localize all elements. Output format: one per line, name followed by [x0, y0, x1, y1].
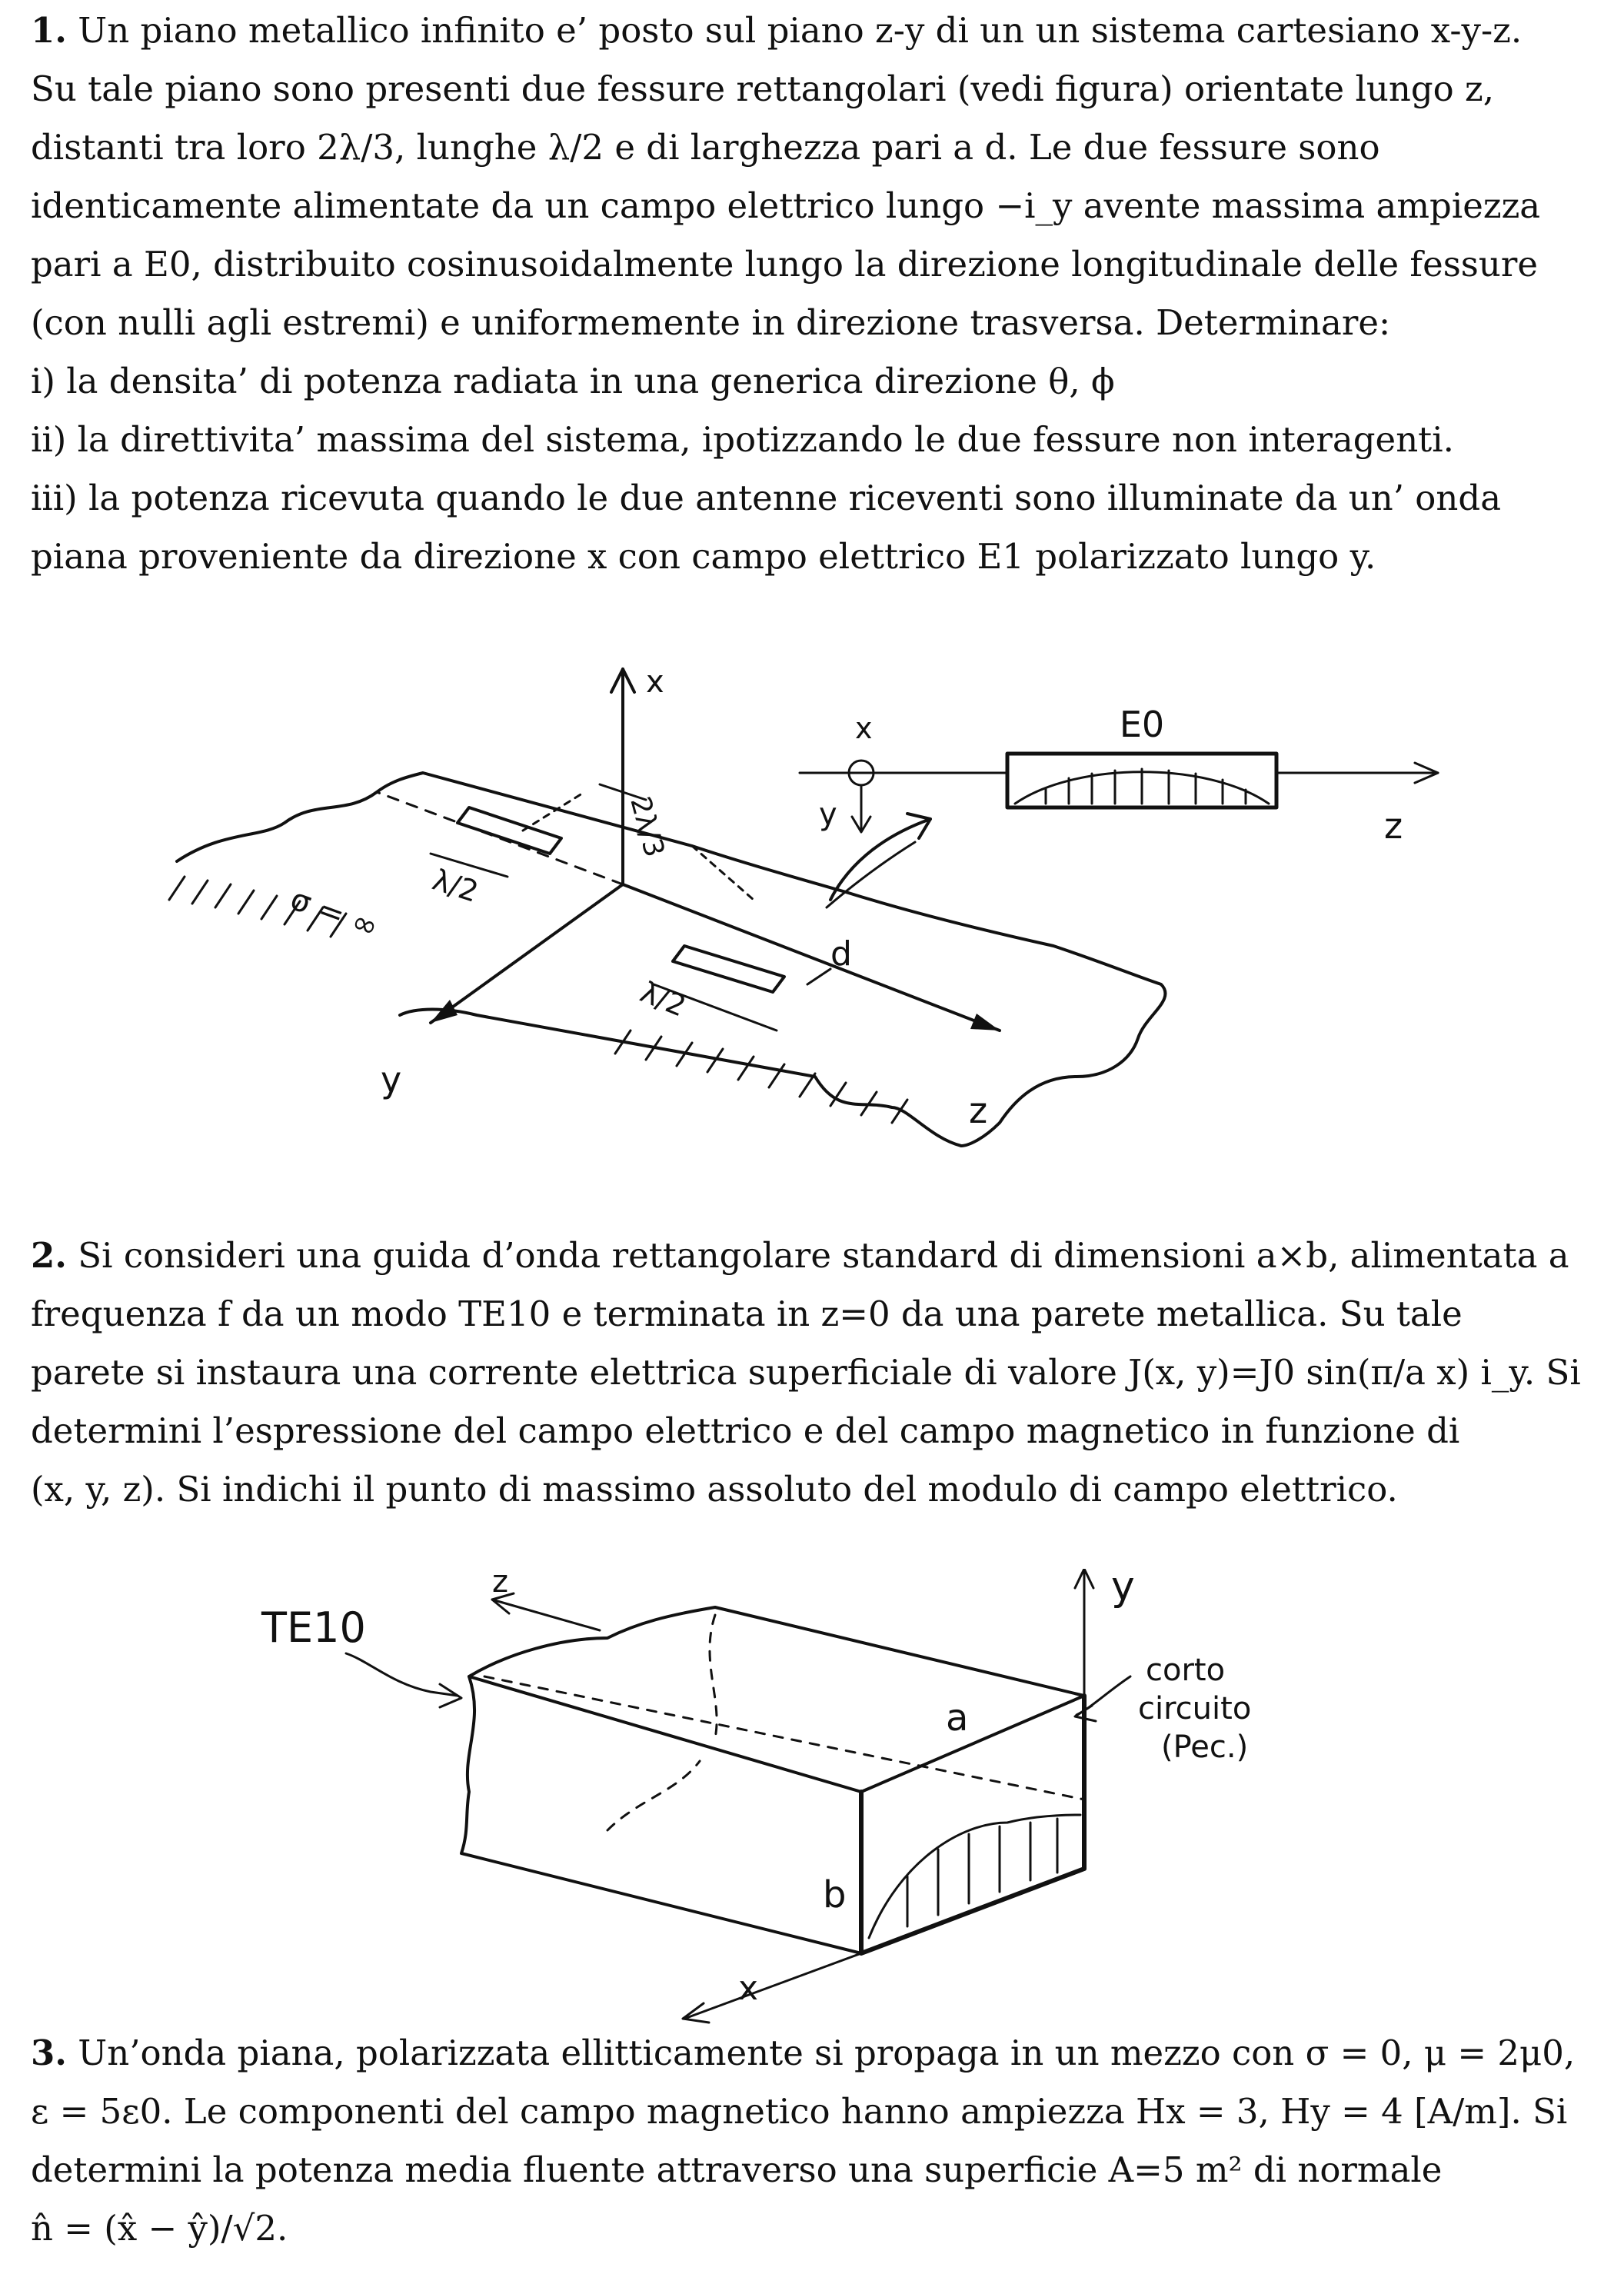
problem-3-line-3: determini la potenza media fluente attraverso una superficie A=5 m² di normale	[31, 2149, 1443, 2190]
fig1-label-y: y	[381, 1059, 402, 1100]
inset-label-e0: E0	[1119, 704, 1165, 745]
dim-dashed-2	[692, 846, 754, 900]
problem-1-line-8: ii) la direttivita’ massima del sistema, ipotizzando le due fessure non interagenti.	[31, 419, 1454, 460]
problem-1-line-9: iii) la potenza ricevuta quando le due antenne riceventi sono illuminate da un’ onda	[31, 478, 1502, 518]
figure-waveguide	[238, 1569, 1392, 2030]
problem-2-number: 2.	[31, 1235, 67, 1276]
wg-label-x: x	[738, 1969, 759, 2008]
wg-profile-curve	[869, 1815, 1080, 1938]
problem-1-line-5: pari a E0, distribuito cosinusoidalmente lungo la direzione longitudinale delle fessure	[31, 244, 1539, 285]
problem-3-line-2: ε = 5ε0. Le componenti del campo magnetico hanno ampiezza Hx = 3, Hy = 4 [A/m]. Si	[31, 2091, 1568, 2132]
wg-label-a: a	[946, 1696, 969, 1740]
wg-side-face	[461, 1676, 861, 1953]
slot-1-rect	[458, 807, 561, 854]
plane-hatching-front	[615, 1030, 907, 1123]
wg-label-short-2: circuito	[1138, 1691, 1252, 1726]
wg-axis-z-line	[492, 1600, 600, 1630]
fig1-label-slot2-length: λ/2	[635, 974, 691, 1024]
wave-arrow-line	[830, 819, 930, 900]
wg-axis-x-line	[684, 1953, 861, 2019]
wg-label-b: b	[823, 1873, 847, 1916]
wg-mode-pointer	[346, 1653, 458, 1696]
wg-hidden-2	[710, 1615, 717, 1738]
problem-2-line-4: determini l’espressione del campo elettrico e del campo magnetico in funzione di	[31, 1410, 1460, 1451]
inset-label-z: z	[1384, 805, 1403, 847]
problem-1-line-7: i) la densita’ di potenza radiata in una generica direzione θ, ϕ	[31, 361, 1115, 401]
wg-label-y: y	[1111, 1569, 1135, 1610]
problem-1-line-4: identicamente alimentate da un campo elettrico lungo −i_y avente massima ampiezza	[31, 185, 1541, 226]
problem-1-line-6: (con nulli agli estremi) e uniformemente in direzione trasversa. Determinare:	[31, 302, 1391, 343]
wg-profile-arrows	[907, 1819, 1057, 1926]
axis-y-line	[431, 884, 623, 1023]
problem-1-line-2: Su tale piano sono presenti due fessure rettangolari (vedi figura) orientate lungo z,	[31, 68, 1495, 109]
wg-top-face	[469, 1607, 1084, 1792]
figure-slots	[154, 646, 1461, 1169]
inset-label-x: x	[855, 711, 873, 745]
problem-2-line-3: parete si instaura una corrente elettrica superficiale di valore J(x, y)=J0 sin(π/a x) i_y. Si	[31, 1352, 1581, 1393]
figure-waveguide-drawing	[238, 1569, 1392, 2030]
wg-label-z: z	[492, 1569, 508, 1600]
slot-2	[673, 946, 784, 992]
inset-slot-profile	[800, 704, 1438, 847]
wg-hidden-3	[607, 1761, 700, 1830]
fig1-label-separation: 2λ/3	[624, 793, 671, 861]
problem-3	[31, 2024, 1592, 2258]
wg-hidden-1	[484, 1676, 1084, 1800]
problem-2-line-1: 2. Si consideri una guida d’onda rettangolare standard di dimensioni a×b, alimentata a	[31, 1235, 1569, 1276]
problem-3-line-1: 3. Un’onda piana, polarizzata ellitticamente si propaga in un mezzo con σ = 0, μ = 2μ0,	[31, 2033, 1576, 2073]
wg-label-short-3: (Pec.)	[1161, 1730, 1249, 1765]
slot-1	[458, 807, 561, 854]
problem-2-line-5: (x, y, z). Si indichi il punto di massimo assoluto del modulo di campo elettrico.	[31, 1469, 1398, 1510]
inset-arrows	[1046, 769, 1246, 804]
fig1-label-sigma: σ = ∞	[285, 881, 383, 946]
wg-label-short-1: corto	[1146, 1653, 1226, 1688]
problem-1-line-3: distanti tra loro 2λ/3, lunghe λ/2 e di larghezza pari a d. Le due fessure sono	[31, 127, 1380, 168]
plane-outline	[177, 773, 1166, 1146]
fig1-label-slot1-length: λ/2	[428, 862, 483, 909]
wg-label-mode: TE10	[261, 1603, 366, 1652]
wg-axis-x-arrow	[683, 2003, 709, 2023]
dim-separation-dashed	[523, 792, 584, 831]
fig1-label-z: z	[969, 1090, 988, 1131]
problem-2	[31, 1227, 1592, 1519]
figure-slots-drawing	[154, 646, 1461, 1169]
fig1-label-x: x	[646, 664, 664, 700]
problem-1-number: 1.	[31, 10, 67, 51]
axis-y-arrow	[431, 1000, 458, 1023]
fig1-label-width: d	[830, 934, 852, 974]
problem-1-line-10: piana proveniente da direzione x con campo elettrico E1 polarizzato lungo y.	[31, 536, 1376, 577]
problem-2-line-2: frequenza f da un modo TE10 e terminata in z=0 da una parete metallica. Su tale	[31, 1293, 1463, 1334]
problem-1	[31, 2, 1592, 586]
plane-front-edge	[400, 1010, 961, 1147]
slot-2-rect	[673, 946, 784, 992]
wg-end-face	[861, 1696, 1084, 1953]
problem-3-number: 3.	[31, 2033, 67, 2073]
inset-label-y: y	[819, 797, 837, 832]
problem-1-line-1: 1. Un piano metallico infinito e’ posto sul piano z-y di un un sistema cartesiano x-y-z.	[31, 10, 1522, 51]
dim-width-arrow	[807, 969, 830, 984]
axis-z-arrow	[970, 1014, 1000, 1030]
problem-3-line-4: n̂ = (x̂ − ŷ)/√2.	[31, 2208, 288, 2249]
